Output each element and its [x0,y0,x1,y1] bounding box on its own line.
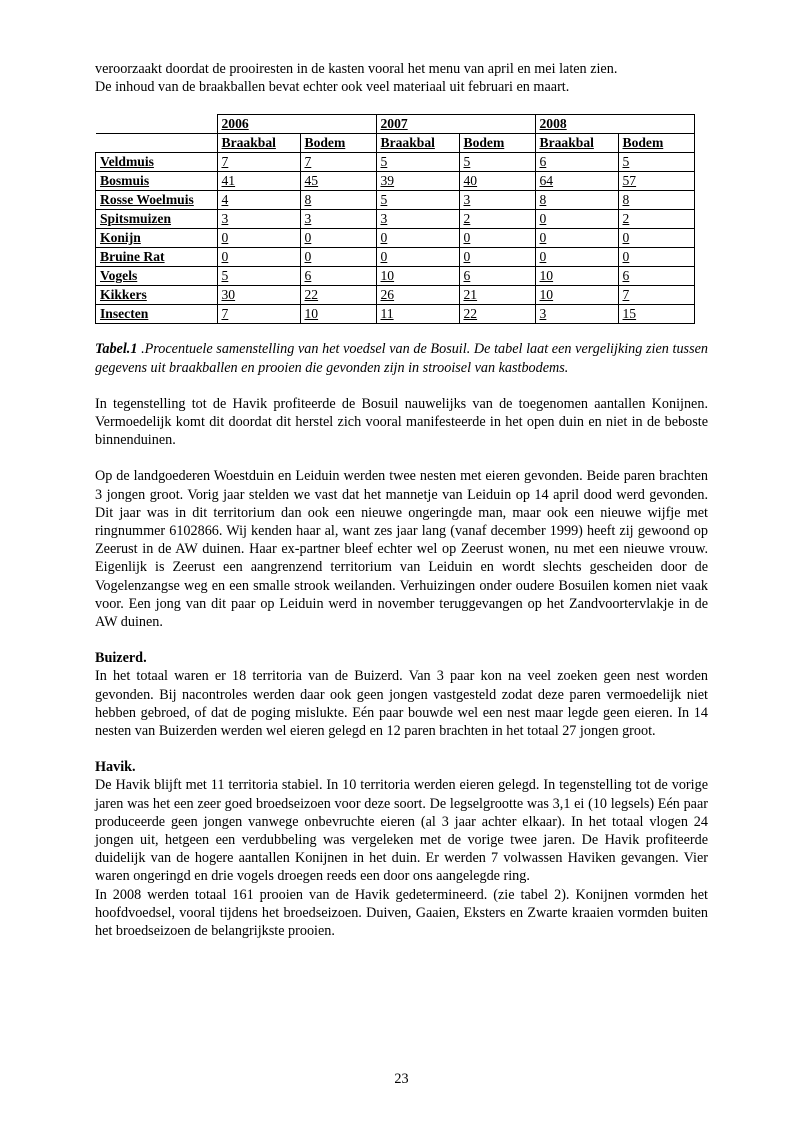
subheader-bodem: Bodem [300,134,376,153]
table-corner-lower [96,134,218,153]
table-cell: 10 [300,305,376,324]
table-cell: 57 [618,172,694,191]
table-row [96,248,695,267]
document-page [95,60,708,940]
paragraph-2: Op de landgoederen Woestduin en Leiduin werden twee nesten met eieren gevonden. Beide paren brachten 3 jongen groot. Vorig jaar stelden we vast dat het mannetje van Leiduin op 14 april dood werd gevonden. Dit jaar was in dit territorium dan ook een nieuwe ongeringde man, maar ook een nieuwe wijfje met ringnummer 6102866. Wij kenden haar al, want zes jaar lang (vanaf december 1999) heeft zij gewoond op Zeerust in de AW duinen. Haar ex-partner bleef echter wel op Zeerust wonen, nu met een nieuwe vrouw. Eigenlijk is Zeerust een aangrenzend territorium van Leiduin en wordt slechts gescheiden door de Vogelenzangse weg en een smalle strook weilanden. Verhuizingen onder oudere Bosuilen komen niet vaak voor. Een jong van dit paar op Leiduin werd in november teruggevangen op het Zandvoortervlakje in de AW duinen. [95,468,708,631]
table-cell: 3 [217,210,300,229]
table-row [96,210,695,229]
table-cell: 6 [618,267,694,286]
table-cell: 6 [459,267,535,286]
table-cell: 41 [217,172,300,191]
subheader-braakbal: Braakbal [535,134,618,153]
paragraph-4: De Havik blijft met 11 territoria stabiel. In 10 territoria werden eieren gelegd. In tegenstelling tot de vorige jaren was het een zeer goed broedseizoen voor deze soort. De legselgrootte was 3,1 ei (10 legsels) Eén paar produceerde geen jongen vanwege onbevruchte eieren (al 3 jaar achter elkaar). In het totaal vlogen 24 jongen uit, hetgeen een verdubbeling was vergeleken met de vorige twee jaren. De Havik profiteerde duidelijk van de hogere aantallen Konijnen in het duin. Er werden 7 volwassen Haviken gevangen. Vier waren ongeringd en drie vogels droegen reeds een door ons aangelegde ring. [95,777,708,885]
table-cell: 6 [535,153,618,172]
heading-buizerd: Buizerd. [95,650,147,667]
table-cell: 8 [535,191,618,210]
table-cell: 7 [217,305,300,324]
table-cell: 3 [459,191,535,210]
table-cell: 7 [217,153,300,172]
row-label: Rosse Woelmuis [96,191,218,210]
year-header-2006: 2006 [217,115,376,134]
row-label: Vogels [96,267,218,286]
intro-line-1: veroorzaakt doordat de prooiresten in de kasten vooral het menu van april en mei laten zien. [95,61,618,77]
table-cell: 26 [376,286,459,305]
table-cell: 0 [300,248,376,267]
year-header-2008: 2008 [535,115,694,134]
table-row [96,153,695,172]
paragraph-5: In 2008 werden totaal 161 prooien van de Havik gedetermineerd. (zie tabel 2). Konijnen vormden het hoofdvoedsel, vooral tijdens het broedseizoen. Duiven, Gaaien, Eksters en Zwarte kraaien vormden buiten het broedseizoen de belangrijkste prooien. [95,886,708,940]
row-label: Bruine Rat [96,248,218,267]
row-label: Kikkers [96,286,218,305]
table-cell: 0 [217,229,300,248]
row-label: Bosmuis [96,172,218,191]
table-cell: 0 [535,229,618,248]
table-cell: 7 [618,286,694,305]
table-cell: 21 [459,286,535,305]
table-cell: 3 [535,305,618,324]
table-cell: 39 [376,172,459,191]
table-cell: 6 [300,267,376,286]
table-cell: 2 [618,210,694,229]
page-number: 23 [394,1071,409,1087]
table-row [96,191,695,210]
table-cell: 22 [459,305,535,324]
table-row [96,172,695,191]
table-cell: 10 [376,267,459,286]
table-cell: 0 [618,229,694,248]
table-cell: 5 [376,191,459,210]
table-cell: 45 [300,172,376,191]
table-cell: 0 [535,248,618,267]
table-cell: 11 [376,305,459,324]
table-caption [95,340,708,376]
subheader-braakbal: Braakbal [376,134,459,153]
table-row [96,305,695,324]
caption-label: Tabel.1 [95,341,138,358]
table-cell: 64 [535,172,618,191]
table-cell: 0 [300,229,376,248]
table-cell: 5 [618,153,694,172]
table-cell: 5 [459,153,535,172]
table-row [96,229,695,248]
table-cell: 10 [535,267,618,286]
table-cell: 0 [217,248,300,267]
table-cell: 22 [300,286,376,305]
table-cell: 0 [618,248,694,267]
paragraph-3: In het totaal waren er 18 territoria van de Buizerd. Van 3 paar kon na veel zoeken geen nest worden gevonden. Bij nacontroles werden daar ook geen jongen vastgesteld zodat deze paren vermoedelijk niet hebben gebroed, of dat de poging mislukte. Eén paar bouwde wel een nest maar legde geen eieren. In 14 nesten van Buizerden werden wel eieren gelegd en 12 paren brachten in het totaal 27 jongen groot. [95,668,708,740]
table-row [96,267,695,286]
row-label: Spitsmuizen [96,210,218,229]
table-subheader-row [96,134,695,153]
subheader-bodem: Bodem [618,134,694,153]
table-row [96,286,695,305]
diet-table [95,114,695,324]
heading-havik: Havik. [95,759,136,776]
intro-line-2: De inhoud van de braakballen bevat echter ook veel materiaal uit februari en maart. [95,79,570,96]
table-cell: 4 [217,191,300,210]
table-cell: 5 [217,267,300,286]
subheader-braakbal: Braakbal [217,134,300,153]
table-cell: 0 [459,229,535,248]
table-cell: 10 [535,286,618,305]
row-label: Konijn [96,229,218,248]
table-cell: 2 [459,210,535,229]
table-cell: 7 [300,153,376,172]
table-cell: 30 [217,286,300,305]
table-cell: 0 [459,248,535,267]
table-cell: 8 [618,191,694,210]
table-cell: 8 [300,191,376,210]
table-cell: 15 [618,305,694,324]
table-cell: 40 [459,172,535,191]
row-label: Veldmuis [96,153,218,172]
table-cell: 0 [376,229,459,248]
table-cell: 0 [535,210,618,229]
table-cell: 3 [376,210,459,229]
row-label: Insecten [96,305,218,324]
table-corner [96,115,218,134]
table-year-row [96,115,695,134]
subheader-bodem: Bodem [459,134,535,153]
table-cell: 3 [300,210,376,229]
table-cell: 5 [376,153,459,172]
table-cell: 0 [376,248,459,267]
year-header-2007: 2007 [376,115,535,134]
paragraph-1: In tegenstelling tot de Havik profiteerde de Bosuil nauwelijks van de toegenomen aantallen Konijnen. Vermoedelijk komt dit doordat dit herstel zich vooral manifesteerde in het open duin en niet in de beboste binnenduinen. [95,395,708,449]
caption-text: .Procentuele samenstelling van het voedsel van de Bosuil. De tabel laat een vergelijking zien tussen gegevens uit braakballen en prooien die gevonden zijn in strooisel van kastbodems. [95,341,708,376]
